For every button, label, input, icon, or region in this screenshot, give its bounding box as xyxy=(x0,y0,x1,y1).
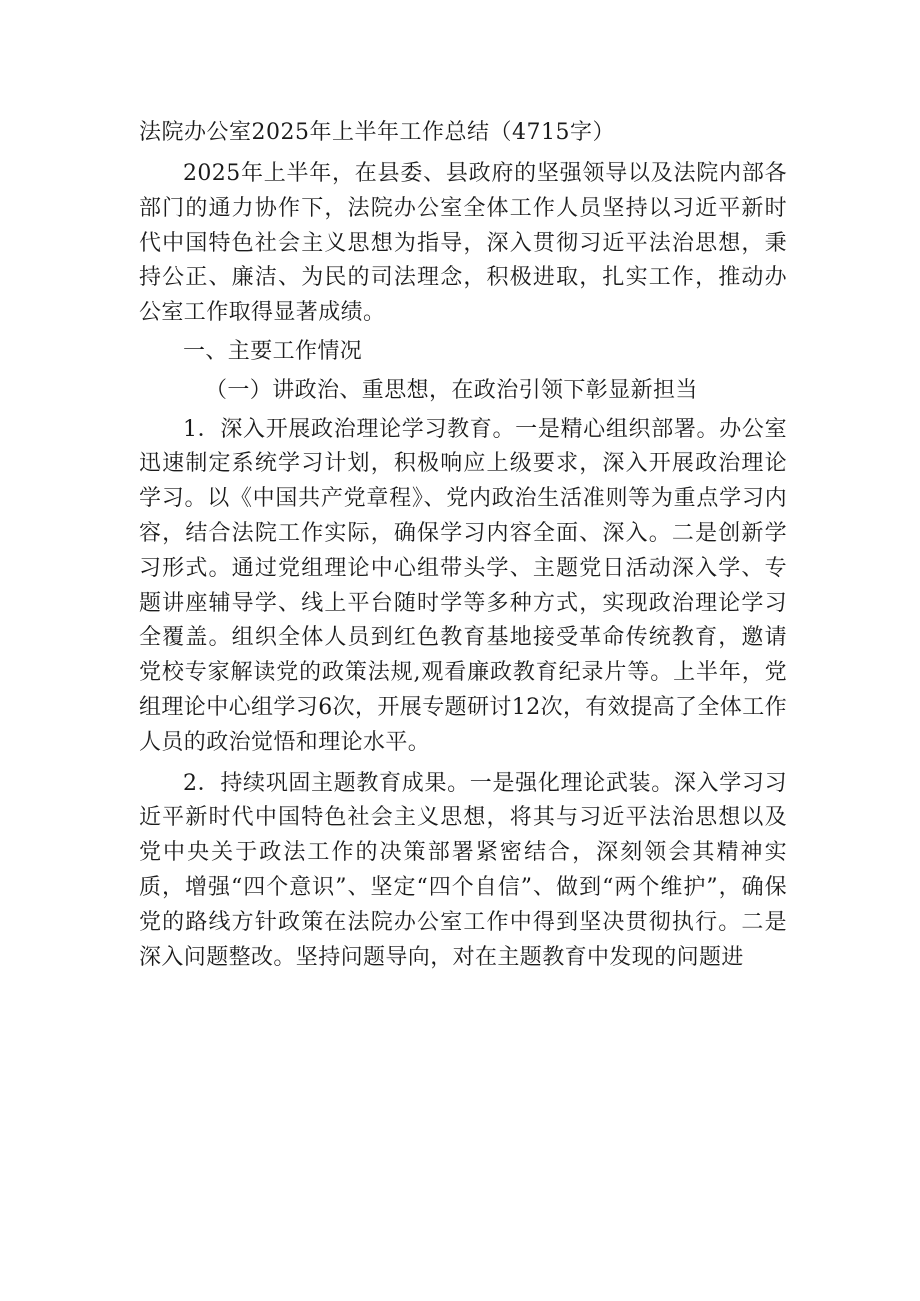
document-title: 法院办公室2025年上半年工作总结（4715字） xyxy=(139,120,615,145)
intro-paragraph: 2025年上半年，在县委、县政府的坚强领导以及法院内部各部门的通力协作下，法院办公室全体工作人员坚持以习近平新时代中国特色社会主义思想为指导，深入贯彻习近平法治思想，秉持公正、廉洁、为民的司法理念，积极进取，扎实工作，推动办公室工作取得显著成绩。 xyxy=(139,161,787,326)
section-heading: 一、主要工作情况 xyxy=(183,338,363,364)
subsection-heading: （一）讲政治、重思想，在政治引领下彰显新担当 xyxy=(205,377,698,403)
item-paragraph-2: 2．持续巩固主题教育成果。一是强化理论武装。深入学习习近平新时代中国特色社会主义思想，将其与习近平法治思想以及党中央关于政法工作的决策部署紧密结合，深刻领会其精神实质，增强“四个意识”、坚定“四个自信”、做到“两个维护”，确保党的路线方针政策在法院办公室工作中得到坚决贯彻执行。二是深入问题整改。坚持问题导向，对在主题教育中发现的问题进 xyxy=(139,770,787,970)
item-paragraph-1: 1．深入开展政治理论学习教育。一是精心组织部署。办公室迅速制定系统学习计划，积极响应上级要求，深入开展政治理论学习。以《中国共产党章程》、党内政治生活准则等为重点学习内容，结合法院工作实际，确保学习内容全面、深入。二是创新学习形式。通过党组理论中心组带头学、主题党日活动深入学、专题讲座辅导学、线上平台随时学等多种方式，实现政治理论学习全覆盖。组织全体人员到红色教育基地接受革命传统教育，邀请党校专家解读党的政策法规,观看廉政教育纪录片等。上半年，党组理论中心组学习6次，开展专题研讨12次，有效提高了全体工作人员的政治觉悟和理论水平。 xyxy=(139,416,787,755)
document-body xyxy=(139,157,787,975)
